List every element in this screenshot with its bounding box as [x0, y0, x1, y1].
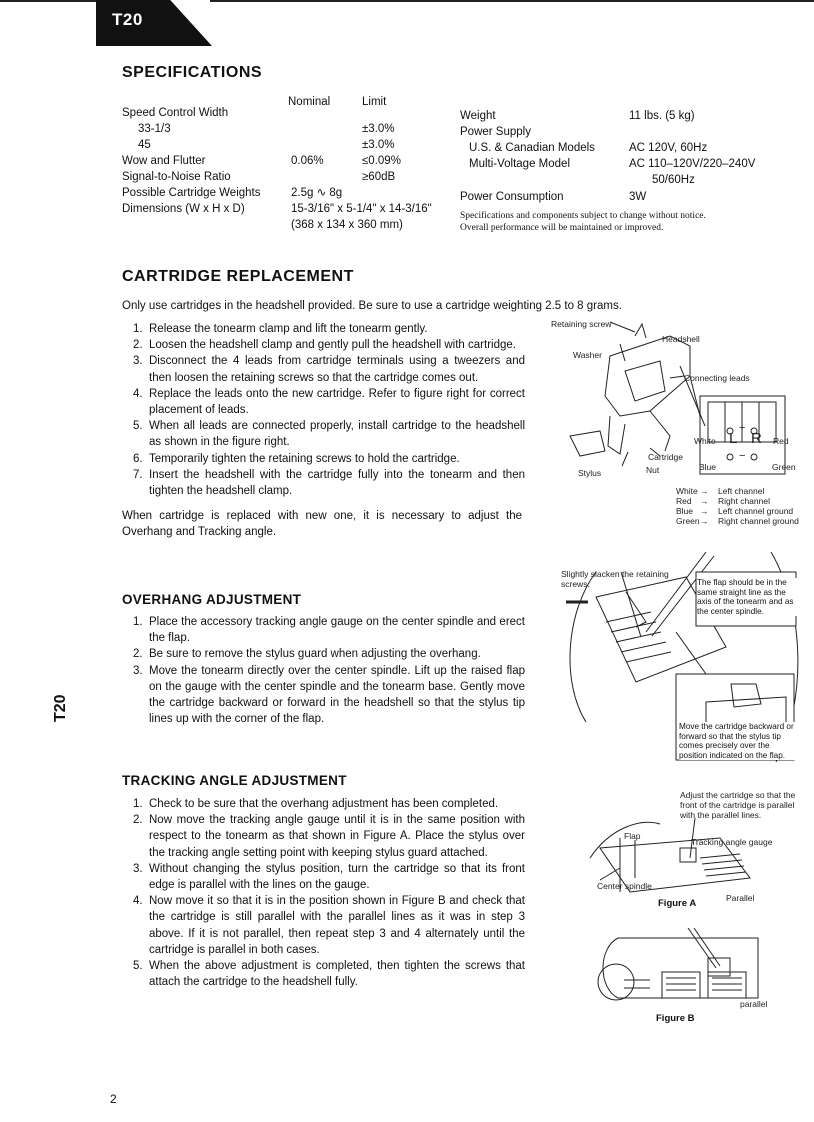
list-item: 6. Temporarily tighten the retaining screws to hold the cartridge.: [133, 452, 460, 465]
fig-move-note: Move the cartridge backward or forward so that the stylus tip comes precisely over the position indicated on the flap.: [679, 722, 796, 760]
spec-label: Speed Control Width: [122, 107, 229, 119]
spec-nominal: 2.5g ∿ 8g: [291, 187, 343, 199]
legend-channel: Left channel ground: [718, 506, 794, 516]
fig-L: L: [729, 430, 738, 447]
spec-dimensions-metric: (368 x 134 x 360 mm): [291, 219, 403, 231]
legend-channel: Right channel ground: [718, 516, 799, 526]
page-number: 2: [110, 1092, 117, 1106]
specifications-title: SPECIFICATIONS: [122, 64, 263, 81]
fig-headshell: Headshell: [662, 334, 700, 344]
list-item: 4. Replace the leads onto the new cartridge. Refer to figure right for correct placement of leads.: [133, 387, 525, 417]
fig-flap-note: The flap should be in the same straight line as the axis of the tonearm and as the center spindle.: [697, 578, 801, 616]
spec-col-limit: Limit: [362, 96, 387, 108]
spec-value: AC 110–120V/220–240V: [629, 158, 756, 170]
legend-channel: Left channel: [718, 486, 765, 496]
fig-washer: Washer: [573, 350, 602, 360]
list-item: 7. Insert the headshell with the cartridge fully into the tonearm and then tighten the headshell clamp.: [133, 468, 525, 498]
fig-connecting-leads: Connecting leads: [684, 373, 750, 383]
fig-gauge: Tracking angle gauge: [691, 837, 773, 847]
list-item: 2. Loosen the headshell clamp and gently pull the headshell with cartridge.: [133, 339, 516, 352]
spec-label: Signal-to-Noise Ratio: [122, 171, 231, 183]
legend-color: White: [676, 486, 698, 496]
list-item: 2. Be sure to remove the stylus guard when adjusting the overhang.: [133, 648, 481, 661]
list-item: 2. Now move the tracking angle gauge until it is in the same position with respect to the tonearm as that shown in Figure A. Place the stylus over the tracking angle setting point with keeping stylus guard attached.: [133, 814, 525, 859]
spec-limit: ±3.0%: [362, 123, 395, 135]
cartridge-intro: Only use cartridges in the headshell provided. Be sure to use a cartridge weighting 2.5 to 8 grams.: [122, 300, 622, 312]
spec-limit: ≤0.09%: [362, 155, 401, 167]
list-item: 1. Place the accessory tracking angle gauge on the center spindle and erect the flap.: [133, 616, 525, 645]
spec-nominal: 0.06%: [291, 155, 324, 167]
list-item: 3. Disconnect the 4 leads from cartridge terminals using a tweezers and then loosen the retaining screws so that the cartridge comes out.: [133, 355, 525, 384]
cartridge-steps: [133, 321, 525, 499]
figure-b-caption: Figure B: [656, 1013, 695, 1024]
spec-label: Wow and Flutter: [122, 155, 206, 167]
spec-label: 33-1/3: [138, 123, 171, 135]
list-item: 5. When the above adjustment is completed, then tighten the screws that attach the cartridge to the headshell fully.: [133, 960, 525, 989]
spec-value: 11 lbs. (5 kg): [629, 110, 695, 122]
spec-value: 3W: [629, 191, 647, 203]
spec-value: 50/60Hz: [652, 174, 695, 186]
overhang-title: OVERHANG ADJUSTMENT: [122, 592, 302, 607]
list-item: 3. Move the tonearm directly over the center spindle. Lift up the raised flap on the gauge with the center spindle and the tonearm base. Gently move the cartridge backward or forward in the headshell so that the stylus tip lines up with the corner of the flap.: [133, 664, 525, 726]
list-item: 3. Without changing the stylus position, turn the cartridge so that its front edge is parallel with the lines on the gauge.: [133, 862, 525, 892]
legend-color: Green: [676, 516, 700, 526]
side-model-label: T20: [52, 694, 69, 722]
fig-parallel-b: parallel: [740, 999, 768, 1009]
spec-limit: ±3.0%: [362, 139, 395, 151]
fig-spindle: Center spindle: [597, 881, 652, 891]
tracking-title: TRACKING ANGLE ADJUSTMENT: [122, 773, 347, 788]
spec-label: Dimensions (W x H x D): [122, 203, 245, 215]
spec-limit: ≥60dB: [362, 171, 396, 183]
fig-R: R: [751, 430, 762, 447]
fig-adjust-note: Adjust the cartridge so that the front of the cartridge is parallel with the parallel lines.: [680, 790, 796, 820]
spec-note: Specifications and components subject to change without notice.: [460, 211, 706, 221]
legend-color: Red: [676, 496, 692, 506]
model-tab-label: T20: [112, 10, 143, 29]
fig-retaining-screw: Retaining screw: [551, 319, 612, 329]
tracking-steps: [133, 796, 525, 990]
spec-label: U.S. & Canadian Models: [469, 142, 595, 154]
list-item: 5. When all leads are connected properly, install cartridge to the headshell as shown in the figure right.: [133, 420, 525, 449]
cartridge-after: When cartridge is replaced with new one, it is necessary to adjust the Overhang and Tracking angle.: [122, 510, 522, 538]
list-item: 4. Now move it so that it is in the position shown in Figure B and check that the cartridge is still parallel with the parallel lines as it was in step 3 above. If it is not parallel, then repeat step 3 and 4 alternately until the cartridge is parallel in both cases.: [133, 895, 525, 956]
spec-col-nominal: Nominal: [288, 96, 331, 108]
legend-channel: Right channel: [718, 496, 770, 506]
legend-color: Blue: [676, 506, 694, 516]
fig-cartridge: Cartridge: [648, 452, 683, 462]
fig-parallel: Parallel: [726, 893, 755, 903]
fig-stylus: Stylus: [578, 468, 602, 478]
overhang-steps: [133, 614, 525, 727]
spec-label: Weight: [460, 110, 496, 122]
spec-label: Multi-Voltage Model: [469, 158, 570, 170]
spec-nominal: 15-3/16" x 5-1/4" x 14-3/16": [291, 203, 432, 215]
fig-plus: +: [739, 422, 746, 434]
cartridge-title: CARTRIDGE REPLACEMENT: [122, 268, 354, 285]
list-item: 1. Release the tonearm clamp and lift the tonearm gently.: [133, 323, 428, 335]
spec-label: Possible Cartridge Weights: [122, 187, 261, 199]
list-item: 1. Check to be sure that the overhang adjustment has been completed.: [133, 798, 499, 810]
figure-a-caption: Figure A: [658, 898, 697, 909]
spec-label: 45: [138, 139, 151, 151]
fig-minus: −: [739, 450, 746, 462]
spec-label: Power Supply: [460, 126, 531, 138]
spec-label: Power Consumption: [460, 191, 564, 203]
fig-red: Red: [773, 436, 789, 446]
fig-flap: Flap: [624, 831, 641, 841]
fig-white: White: [694, 436, 716, 446]
fig-slacken-note: Slightly slacken the retaining screws.: [561, 569, 669, 589]
spec-value: AC 120V, 60Hz: [629, 142, 708, 154]
fig-green: Green: [772, 462, 796, 472]
fig-nut: Nut: [646, 465, 660, 475]
spec-note: Overall performance will be maintained or improved.: [460, 223, 664, 233]
fig-blue: Blue: [699, 462, 717, 472]
